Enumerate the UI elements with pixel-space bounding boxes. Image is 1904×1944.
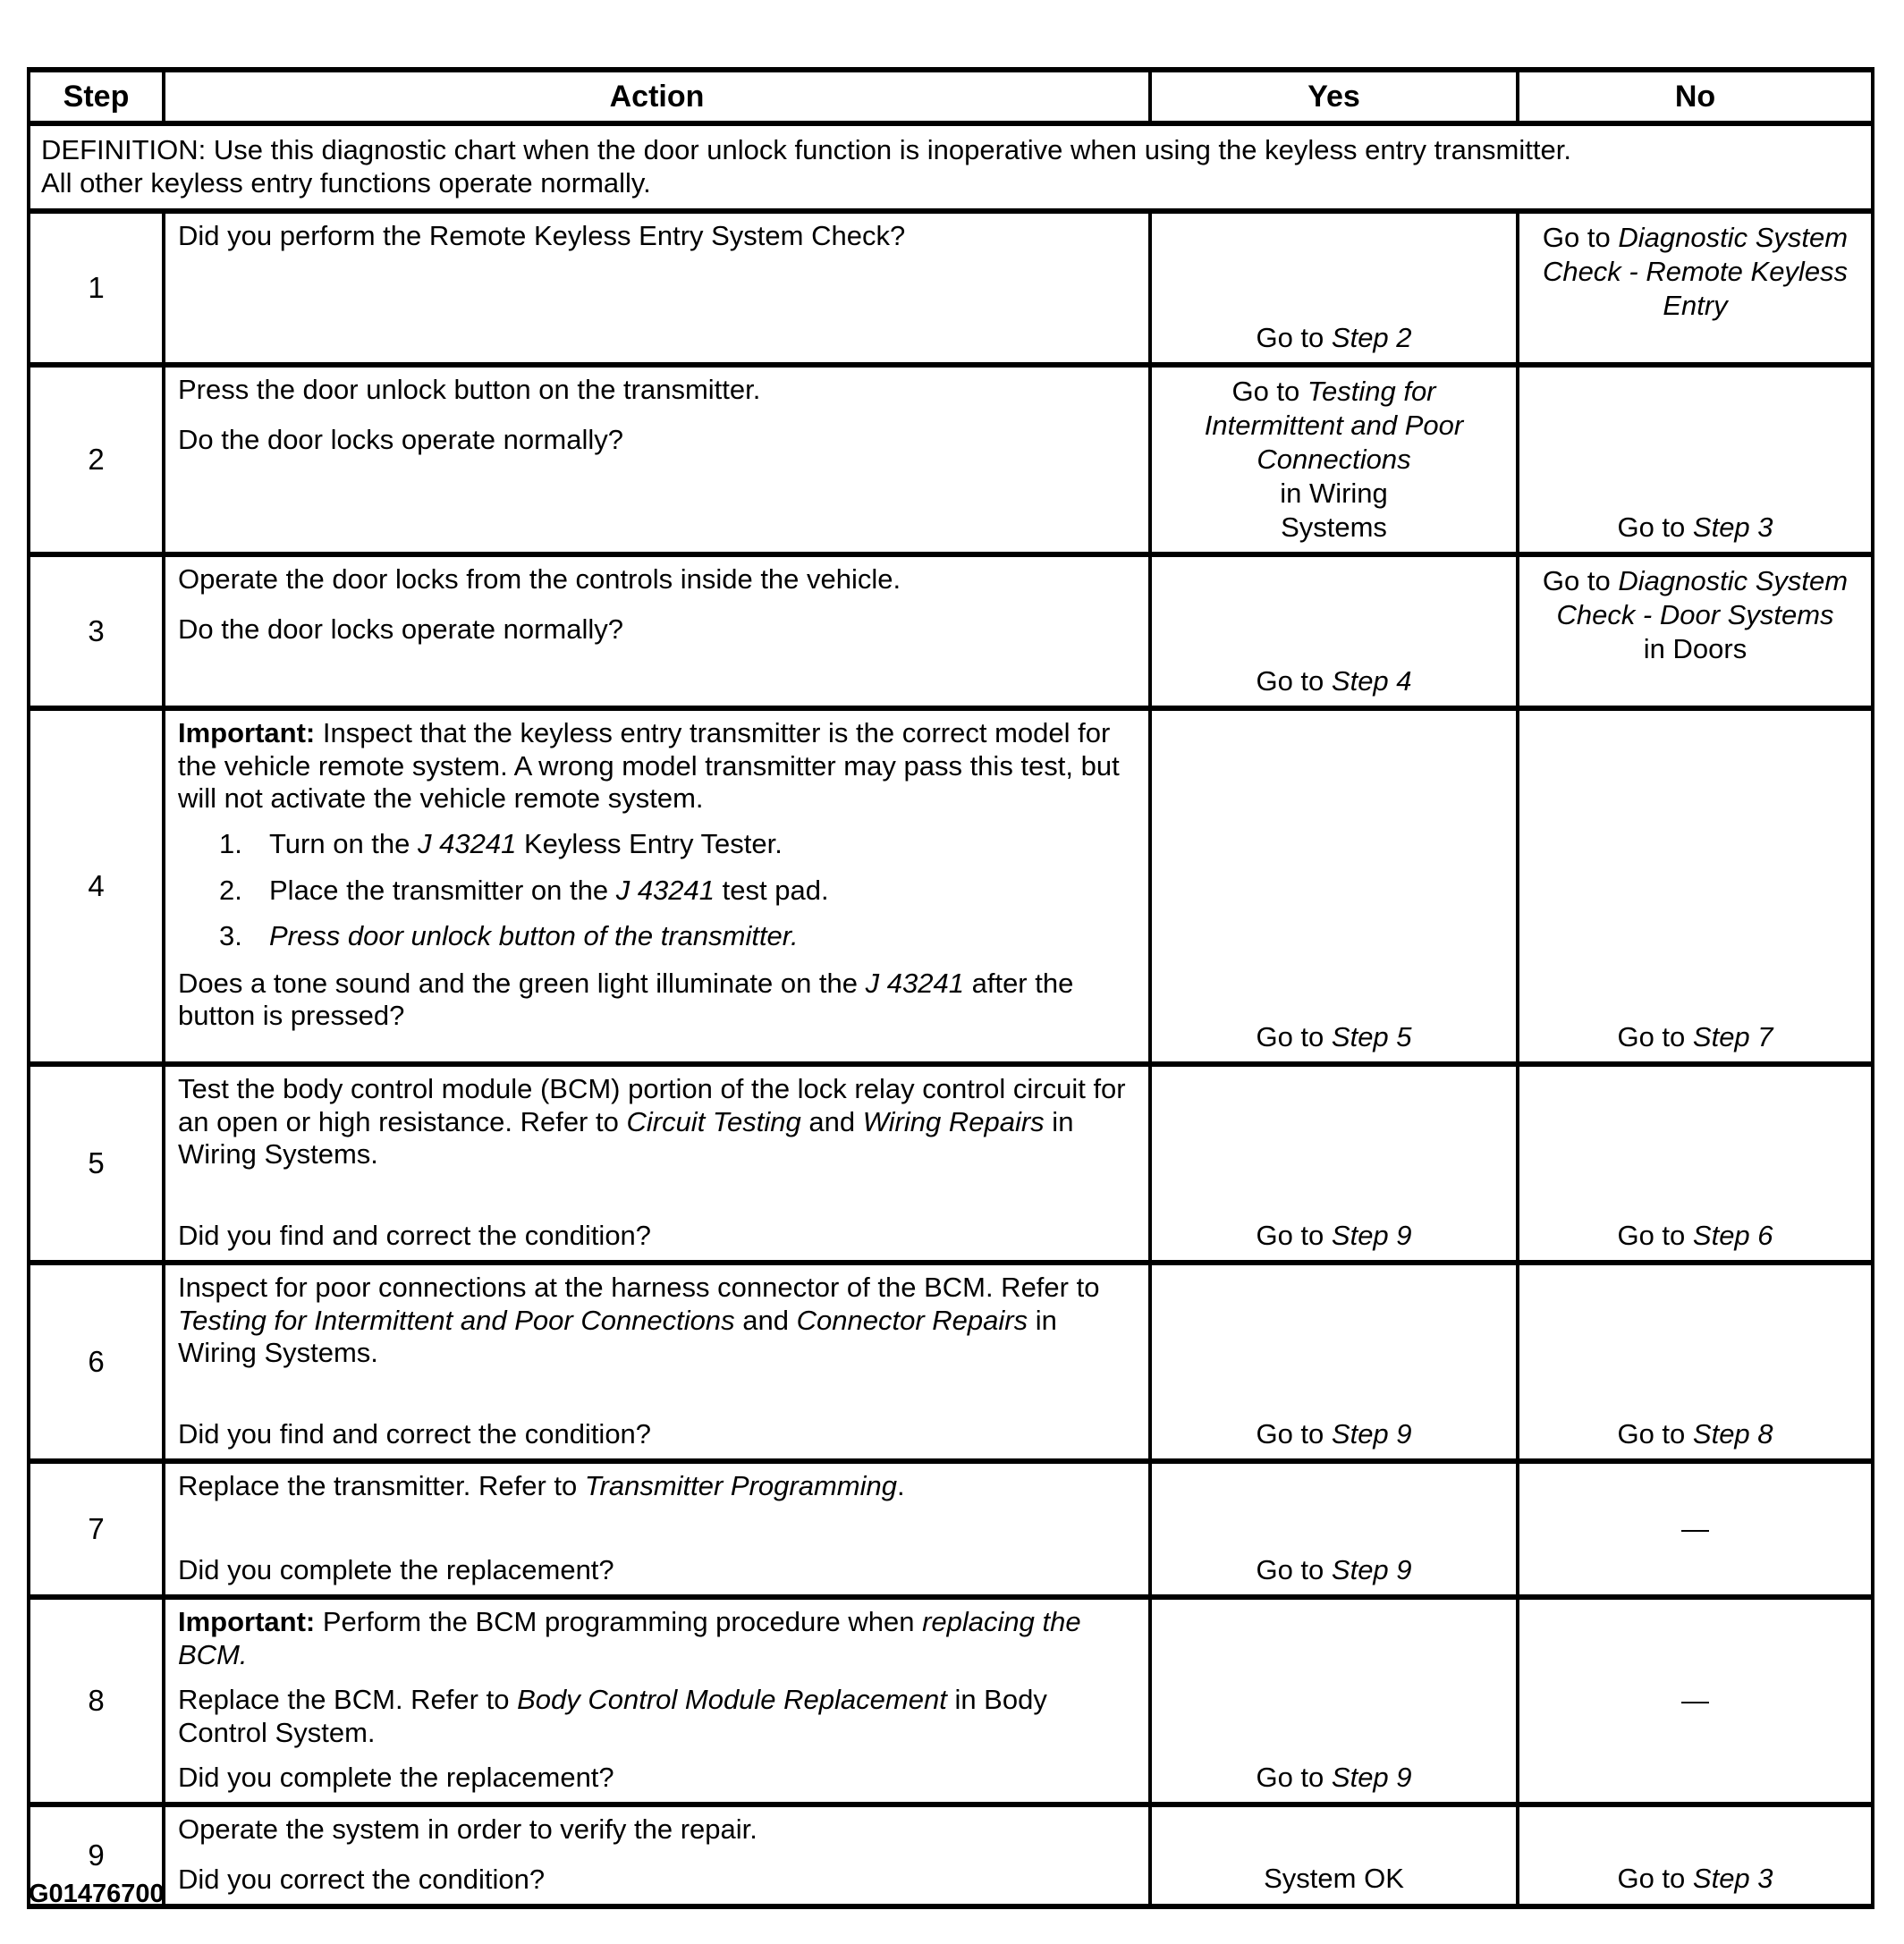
text-segment: Do the door locks operate normally? [178,423,623,455]
action-paragraph [178,1554,1138,1586]
text-segment: Go to [1256,1020,1332,1052]
numbered-step [178,875,1138,907]
action-cell [164,1263,1150,1461]
action-content [178,220,1138,252]
action-content [178,1073,1138,1252]
table-row [29,554,1873,708]
action-paragraph [178,563,1138,596]
action-paragraph [178,1073,1138,1171]
text-segment: Go to [1256,1219,1332,1251]
table-row [29,1461,1873,1597]
action-content [178,374,1138,456]
text-segment: Go to [1256,664,1332,697]
definition-line-2: All other keyless entry functions operate normally. [41,167,651,199]
action-paragraph [178,613,1138,646]
step-number: 5 [29,1064,164,1263]
table-row [29,708,1873,1064]
text-segment: Inspect for poor connections at the harness connector of the BCM. Refer to [178,1272,1100,1304]
action-content [178,1470,1138,1586]
no-cell [1518,1064,1873,1263]
text-segment: Perform the BCM programming procedure when [315,1606,923,1638]
text-segment: Wiring Repairs [862,1105,1045,1137]
text-segment: Step 8 [1692,1417,1773,1450]
text-segment: Do the door locks operate normally? [178,613,623,645]
action-paragraph [178,374,1138,406]
action-paragraph [178,1864,1138,1896]
figure-id: G01476700 [29,1880,165,1908]
action-paragraph [178,717,1138,815]
definition-row [29,123,1873,211]
yes-cell [1150,365,1518,554]
text-segment: Testing for Intermittent and Poor Connections [1204,376,1464,475]
text-segment: Important: [178,1606,316,1638]
text-segment: Step 6 [1692,1219,1773,1251]
list-text [269,920,1138,952]
table-row [29,1597,1873,1805]
action-cell [164,1064,1150,1263]
text-segment: Did you complete the replacement? [178,1554,614,1586]
text-segment: Step 3 [1692,1863,1773,1895]
no-cell [1518,1461,1873,1597]
action-content [178,1606,1138,1794]
text-segment: System OK [1264,1863,1404,1895]
step-number: 6 [29,1263,164,1461]
text-segment: Place the transmitter on the [269,874,616,906]
text-segment: Step 7 [1692,1020,1773,1052]
text-segment: Systems [1281,511,1387,543]
text-segment: in Wiring Systems. [178,1105,1074,1170]
yes-cell [1150,554,1518,708]
text-segment: Turn on the [269,828,419,860]
text-segment: in Body Control System. [178,1684,1047,1748]
no-cell [1518,708,1873,1064]
text-segment: Test the body control module (BCM) portion of the lock relay control circuit for an open or high resistance. Refer to [178,1073,1126,1137]
action-content [178,1272,1138,1450]
no-cell [1518,1263,1873,1461]
text-segment: Did you find and correct the condition? [178,1220,652,1252]
yes-cell [1150,1597,1518,1805]
action-paragraph [178,968,1138,1033]
header-yes: Yes [1150,70,1518,123]
action-cell [164,708,1150,1064]
text-segment: Go to [1617,1863,1693,1895]
text-segment: and [734,1304,797,1336]
step-number: 1 [29,211,164,365]
no-cell [1518,554,1873,708]
text-segment: Diagnostic System Check - Door Systems [1556,565,1849,631]
no-cell [1518,365,1873,554]
action-paragraph [178,1220,1138,1252]
definition-cell [29,123,1873,211]
text-segment: Go to [1617,1417,1693,1450]
no-cell [1518,211,1873,365]
text-segment: Go to [1617,511,1693,543]
yes-cell [1150,1461,1518,1597]
text-segment: Press the door unlock button on the transmitter. [178,374,761,406]
action-content [178,563,1138,646]
yes-cell [1150,708,1518,1064]
text-segment: — [1681,1513,1709,1545]
text-segment: Did you perform the Remote Keyless Entry System Check? [178,220,906,252]
text-segment: — [1681,1685,1709,1717]
text-segment: Transmitter Programming [584,1470,897,1502]
text-segment: . [897,1470,905,1502]
table-row [29,1064,1873,1263]
text-segment: Go to [1256,321,1332,353]
text-segment: Important: [178,717,316,749]
text-segment: Operate the system in order to verify the repair. [178,1813,757,1846]
numbered-step [178,920,1138,952]
text-segment: Circuit Testing [626,1105,801,1137]
action-paragraph [178,1272,1138,1369]
text-segment: J 43241 [418,828,517,860]
action-paragraph [178,1418,1138,1450]
text-segment: and [800,1105,863,1137]
text-segment: in Wiring [1280,477,1388,509]
text-segment: Replace the transmitter. Refer to [178,1470,585,1502]
step-number: 7 [29,1461,164,1597]
action-paragraph [178,1606,1138,1671]
step-number: 9 [29,1805,164,1906]
text-segment: Testing for Intermittent and Poor Connections [178,1304,735,1336]
step-number: 4 [29,708,164,1064]
text-segment: replacing the BCM. [178,1606,1081,1670]
list-number: 2. [219,874,242,906]
yes-cell [1150,211,1518,365]
step-number: 2 [29,365,164,554]
text-segment: Go to [1256,1417,1332,1450]
yes-cell [1150,1064,1518,1263]
header-no: No [1518,70,1873,123]
action-content [178,717,1138,1032]
text-segment: Keyless Entry Tester. [516,828,783,860]
yes-cell [1150,1805,1518,1906]
text-segment: Replace the BCM. Refer to [178,1684,518,1716]
header-row [29,70,1873,123]
action-cell [164,1805,1150,1906]
header-step: Step [29,70,164,123]
text-segment: J 43241 [615,874,715,906]
action-paragraph [178,1684,1138,1749]
list-text [269,875,1138,907]
yes-cell [1150,1263,1518,1461]
action-cell [164,1461,1150,1597]
action-paragraph [178,1762,1138,1794]
action-paragraph [178,1813,1138,1846]
step-number: 3 [29,554,164,708]
text-segment: Go to [1256,1761,1332,1793]
action-content [178,1813,1138,1896]
text-segment: Step 9 [1331,1761,1412,1793]
text-segment: Go to [1617,1020,1693,1052]
text-segment: Step 9 [1331,1417,1412,1450]
text-segment: in Wiring Systems. [178,1304,1057,1368]
table-row [29,1805,1873,1906]
text-segment: Body Control Module Replacement [517,1684,947,1716]
text-segment: Step 9 [1331,1219,1412,1251]
text-segment: Step 9 [1331,1553,1412,1585]
table-row [29,211,1873,365]
text-segment: J 43241 [865,968,964,1000]
action-paragraph [178,1470,1138,1502]
action-cell [164,211,1150,365]
text-segment: Step 2 [1331,321,1412,353]
text-segment: Operate the door locks from the controls inside the vehicle. [178,563,901,596]
table-row [29,365,1873,554]
no-cell [1518,1805,1873,1906]
text-segment: after the button is pressed? [178,968,1074,1032]
text-segment: Step 5 [1331,1020,1412,1052]
text-segment: in Doors [1643,633,1747,665]
text-segment: Go to [1617,1219,1693,1251]
action-cell [164,365,1150,554]
text-segment: Did you correct the condition? [178,1863,546,1895]
no-cell [1518,1597,1873,1805]
text-segment: Connector Repairs [796,1304,1028,1336]
text-segment: Does a tone sound and the green light illuminate on the [178,968,866,1000]
action-cell [164,554,1150,708]
list-text [269,828,1138,860]
numbered-step [178,828,1138,860]
text-segment: Press door unlock button of the transmitter. [269,919,799,951]
list-number: 1. [219,828,242,860]
step-number: 8 [29,1597,164,1805]
text-segment: Did you complete the replacement? [178,1762,614,1794]
text-segment: Inspect that the keyless entry transmitter is the correct model for the vehicle remote system. A wrong model transmitter may pass this test, but will not activate the vehicle remote system. [178,717,1120,814]
text-segment: Go to [1256,1553,1332,1585]
text-segment: Step 3 [1692,511,1773,543]
text-segment: Step 4 [1331,664,1412,697]
table-row [29,1263,1873,1461]
text-segment: test pad. [715,874,829,906]
list-number: 3. [219,919,242,951]
text-segment: Go to [1542,222,1619,254]
text-segment: Go to [1542,565,1619,597]
action-cell [164,1597,1150,1805]
header-action: Action [164,70,1150,123]
definition-line-1: DEFINITION: Use this diagnostic chart when the door unlock function is inoperative when using the keyless entry transmitter. [41,134,1571,165]
action-paragraph [178,220,1138,252]
text-segment: Go to [1231,376,1307,408]
diagnostic-table [27,67,1874,1909]
text-segment: Diagnostic System Check - Remote Keyless Entry [1542,222,1849,321]
text-segment: Did you find and correct the condition? [178,1418,652,1450]
action-paragraph [178,424,1138,456]
